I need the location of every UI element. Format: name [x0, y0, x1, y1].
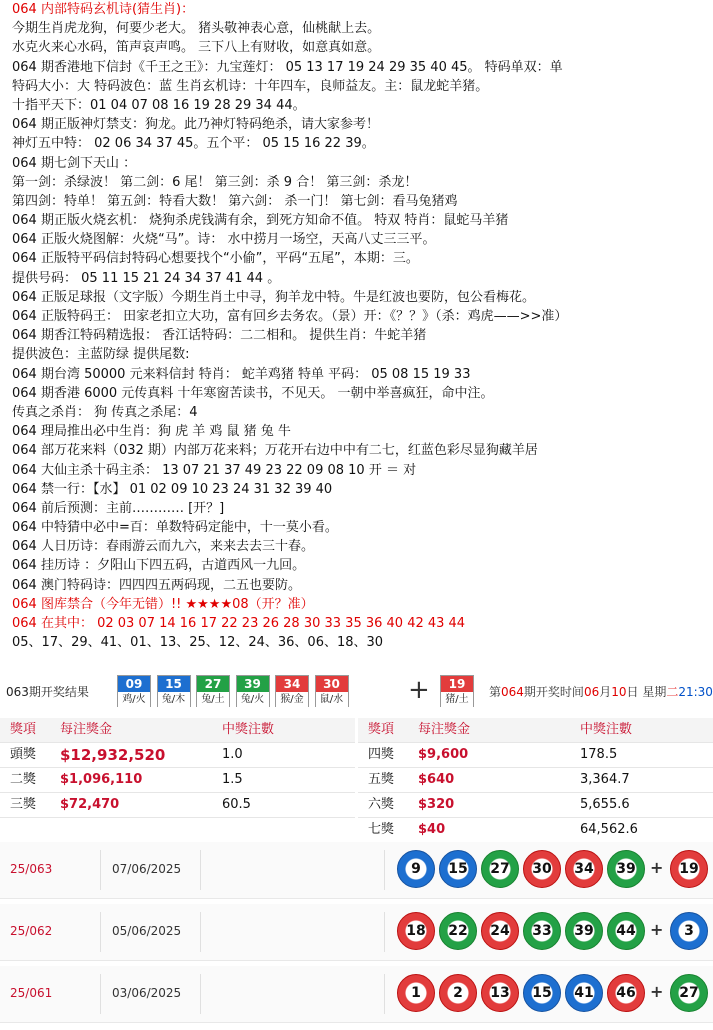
history-ball-number: 13	[490, 985, 510, 1001]
prize-header-cell: 中獎注數	[580, 722, 633, 737]
tip-line: 064 正版特平码信封特码心想要找个“小偷”，平码“五尾”，本期：三。	[12, 251, 419, 267]
prize-count: 60.5	[222, 797, 251, 812]
result-strip	[0, 675, 713, 711]
tip-line: 064 期香江特码精选报： 香江话特码：二二相和。 提供生肖：牛蛇羊猪	[12, 328, 427, 344]
history-date: 05/06/2025	[112, 924, 182, 938]
result-ball	[196, 675, 230, 707]
history-ball	[481, 850, 519, 888]
history-ball-number: 1	[411, 985, 421, 1001]
column-divider	[100, 850, 101, 890]
history-date: 03/06/2025	[112, 986, 182, 1000]
tips-text-block	[12, 0, 712, 652]
prize-header-cell: 獎項	[10, 722, 37, 737]
history-ball-number: 27	[679, 985, 699, 1001]
tip-line: 传真之杀肖： 狗 传真之杀尾：4	[12, 404, 198, 420]
history-ball-number: 19	[679, 861, 699, 877]
tip-line: 064 人日历诗：春雨游云而九六，来来去去三十春。	[12, 539, 314, 555]
result-ball	[275, 675, 309, 707]
prize-amount: $40	[418, 822, 446, 837]
ball-zodiac: 兔/土	[197, 692, 229, 707]
tip-line: 064 正版火烧图解：火烧“马”。诗： 水中捞月一场空，天高八丈三三平。	[12, 232, 436, 248]
history-ball	[565, 850, 603, 888]
history-ball-number: 46	[616, 985, 636, 1001]
tip-line: 064 部万花来料（032 期）内部万花来料；万花开右边中中有二七，红蓝色彩尽显狗藏羊居	[12, 443, 538, 459]
tip-line: 064 期正版火烧玄机： 烧狗杀虎钱满有余，到死方知命不值。 特双 特肖：鼠蛇马羊猪	[12, 213, 509, 229]
prize-count: 3,364.7	[580, 772, 630, 787]
tip-line: 064 中特猜中必中=百：单数特码定能中，十一莫小看。	[12, 520, 338, 536]
tip-line: 064 期香港地下信封《千王之王》：九宝莲灯： 05 13 17 19 24 29 35 40 45。 特码单双：单	[12, 59, 563, 75]
tip-line: 064 图库禁合（今年无错）!! ★★★★08（开？准）	[12, 596, 314, 612]
history-plus: +	[650, 858, 664, 877]
result-ball	[236, 675, 270, 707]
ball-number: 30	[316, 676, 348, 692]
ball-zodiac: 兔/木	[158, 692, 190, 707]
prize-name: 六獎	[368, 797, 395, 812]
tip-line: 神灯五中特： 02 06 34 37 45。五个平： 05 15 16 22 39。	[12, 136, 375, 152]
result-title: 063期开奖结果	[6, 685, 89, 699]
prize-count: 178.5	[580, 747, 618, 762]
ball-zodiac: 鸡/火	[118, 692, 150, 707]
ball-number: 15	[158, 676, 190, 692]
history-ball-number: 9	[411, 861, 421, 877]
prize-header-cell: 中獎注數	[222, 722, 275, 737]
column-divider	[200, 850, 201, 890]
history-ball-number: 39	[574, 923, 594, 939]
prize-amount: $12,932,520	[60, 746, 166, 764]
tip-line: 064 期台湾 50000 元来料信封 特肖： 蛇羊鸡猪 特单 平码： 05 08 15 19 33	[12, 366, 471, 382]
history-ball-number: 15	[448, 861, 468, 877]
history-issue: 25/061	[10, 986, 53, 1000]
history-plus: +	[650, 920, 664, 939]
history-ball	[607, 912, 645, 950]
tip-line: 064 正版足球报（文字版）今期生肖土中寻，狗羊龙中特。牛是红波也要防，包公看梅花。	[12, 289, 535, 305]
tip-line: 064 正版特码王： 田家老扣立大功，富有回乡去务农。（景）开：《？？》（杀：鸡虎——>>准）	[12, 309, 568, 324]
history-special-ball	[670, 974, 708, 1012]
prize-row	[0, 743, 355, 768]
prize-table-left	[0, 718, 355, 838]
history-row	[0, 966, 713, 1023]
history-ball-number: 3	[684, 923, 694, 939]
prize-name: 五獎	[368, 772, 395, 787]
tip-line: 064 禁一行：【水】 01 02 09 10 23 24 31 32 39 40	[12, 481, 333, 497]
tip-line: 05、17、29、41、01、13、25、12、24、36、06、18、30	[12, 635, 384, 651]
tip-line: 提供号码： 05 11 15 21 24 34 37 41 44 。	[12, 270, 281, 286]
tip-line: 今期生肖虎龙狗，何要少老大。 猪头敬神表心意，仙桃献上去。	[12, 21, 381, 37]
history-ball	[565, 974, 603, 1012]
ball-zodiac: 猪/土	[441, 692, 473, 707]
plus-sign: +	[408, 675, 430, 705]
tip-line: 064 期七剑下天山 ：	[12, 155, 137, 171]
prize-amount: $1,096,110	[60, 772, 143, 787]
prize-count: 64,562.6	[580, 822, 638, 837]
history-ball	[439, 974, 477, 1012]
history-ball	[565, 912, 603, 950]
history-ball	[481, 974, 519, 1012]
history-ball	[397, 974, 435, 1012]
prize-count: 5,655.6	[580, 797, 630, 812]
tip-line: 第一剑：杀绿波！ 第二剑：6 尾！ 第三剑：杀 9 合！ 第三剑：杀龙！	[12, 174, 418, 190]
history-ball	[397, 912, 435, 950]
prize-header-cell: 每注獎金	[60, 722, 113, 737]
next-draw-info: 第064期开奖时间06月10日 星期二21:30	[489, 685, 713, 699]
ball-number: 19	[441, 676, 473, 692]
ball-zodiac: 猴/金	[276, 692, 308, 707]
history-results	[0, 840, 713, 1030]
prize-row	[0, 768, 355, 793]
tip-line: 064 理局推出必中生肖：狗 虎 羊 鸡 鼠 猪 兔 牛	[12, 424, 291, 440]
tip-line: 提供波色：主蓝防绿 提供尾数:	[12, 347, 190, 363]
tip-line: 064 挂历诗 ：夕阳山下四五码，古道西风一九回。	[12, 558, 306, 574]
column-divider	[384, 850, 385, 890]
tip-line: 第四剑：特单！ 第五剑：特看大数！ 第六剑： 杀一门！ 第七剑：看马兔猪鸡	[12, 193, 458, 209]
history-ball-number: 2	[453, 985, 463, 1001]
history-row	[0, 842, 713, 899]
tip-line: 064 前后预测：主前………… [开？]	[12, 500, 225, 516]
history-special-ball	[670, 850, 708, 888]
history-ball-number: 27	[490, 861, 510, 877]
result-ball	[440, 675, 474, 707]
prize-amount: $9,600	[418, 747, 469, 762]
history-ball	[523, 974, 561, 1012]
prize-name: 三獎	[10, 797, 37, 812]
column-divider	[100, 912, 101, 952]
history-ball	[523, 912, 561, 950]
history-ball-number: 30	[532, 861, 552, 877]
history-ball	[439, 912, 477, 950]
history-ball-number: 15	[532, 985, 552, 1001]
history-ball	[439, 850, 477, 888]
history-date: 07/06/2025	[112, 862, 182, 876]
column-divider	[200, 974, 201, 1014]
ball-zodiac: 兔/火	[237, 692, 269, 707]
history-ball	[523, 850, 561, 888]
ball-zodiac: 鼠/水	[316, 692, 348, 707]
tip-line: 特码大小：大 特码波色：蓝 生肖玄机诗：十年四车，良师益友。主：鼠龙蛇羊猪。	[12, 78, 489, 94]
history-ball-number: 24	[490, 923, 510, 939]
prize-count: 1.0	[222, 747, 243, 762]
prize-amount: $640	[418, 772, 455, 787]
history-plus: +	[650, 982, 664, 1001]
ball-number: 39	[237, 676, 269, 692]
tip-line: 064 大仙主杀十码主杀： 13 07 21 37 49 23 22 09 08 10 开 ＝ 对	[12, 462, 417, 478]
prize-header-cell: 獎項	[368, 722, 395, 737]
prize-name: 四獎	[368, 747, 395, 762]
prize-header-row	[0, 718, 355, 743]
history-ball-number: 22	[448, 923, 468, 939]
ball-number: 34	[276, 676, 308, 692]
history-ball-number: 33	[532, 923, 552, 939]
column-divider	[384, 974, 385, 1014]
column-divider	[384, 912, 385, 952]
history-issue: 25/063	[10, 862, 53, 876]
prize-name: 七獎	[368, 822, 395, 837]
tip-line: 十指平天下：01 04 07 08 16 19 28 29 34 44。	[12, 97, 306, 113]
tip-line: 064 期正版神灯禁支：狗龙。此乃神灯特码绝杀，请大家参考！	[12, 117, 379, 133]
tip-line: 064 内部特码玄机诗(猜生肖)：	[12, 2, 195, 17]
column-divider	[100, 974, 101, 1014]
prize-row	[358, 793, 713, 818]
prize-name: 二獎	[10, 772, 37, 787]
prize-name: 頭獎	[10, 747, 37, 762]
tip-line: 064 在其中： 02 03 07 14 16 17 22 23 26 28 30 33 35 36 40 42 43 44	[12, 616, 466, 631]
history-ball-number: 41	[574, 985, 594, 1001]
tip-line: 064 期香港 6000 元传真料 十年寒窗苦读书，不见天。 一朝中举喜疯狂，命中注。	[12, 385, 494, 401]
history-ball	[397, 850, 435, 888]
history-ball-number: 34	[574, 861, 594, 877]
history-ball-number: 44	[616, 923, 636, 939]
history-ball-number: 39	[616, 861, 636, 877]
history-row	[0, 904, 713, 961]
history-ball	[607, 974, 645, 1012]
result-ball	[157, 675, 191, 707]
prize-header-cell: 每注獎金	[418, 722, 471, 737]
ball-number: 27	[197, 676, 229, 692]
history-ball	[481, 912, 519, 950]
prize-row	[358, 768, 713, 793]
prize-table-right	[358, 718, 713, 838]
column-divider	[200, 912, 201, 952]
tip-line: 064 澳门特码诗：四四四五两码现，二五也要防。	[12, 577, 301, 593]
prize-amount: $320	[418, 797, 455, 812]
prize-row	[0, 793, 355, 818]
prize-header-row	[358, 718, 713, 743]
history-issue: 25/062	[10, 924, 53, 938]
tip-line: 水克火来心水码，笛声哀声鸣。 三下八上有财收，如意真如意。	[12, 40, 381, 56]
ball-number: 09	[118, 676, 150, 692]
history-ball	[607, 850, 645, 888]
prize-amount: $72,470	[60, 797, 120, 812]
prize-count: 1.5	[222, 772, 243, 787]
result-ball	[315, 675, 349, 707]
history-ball-number: 18	[406, 923, 426, 939]
prize-row	[358, 743, 713, 768]
result-ball	[117, 675, 151, 707]
history-special-ball	[670, 912, 708, 950]
